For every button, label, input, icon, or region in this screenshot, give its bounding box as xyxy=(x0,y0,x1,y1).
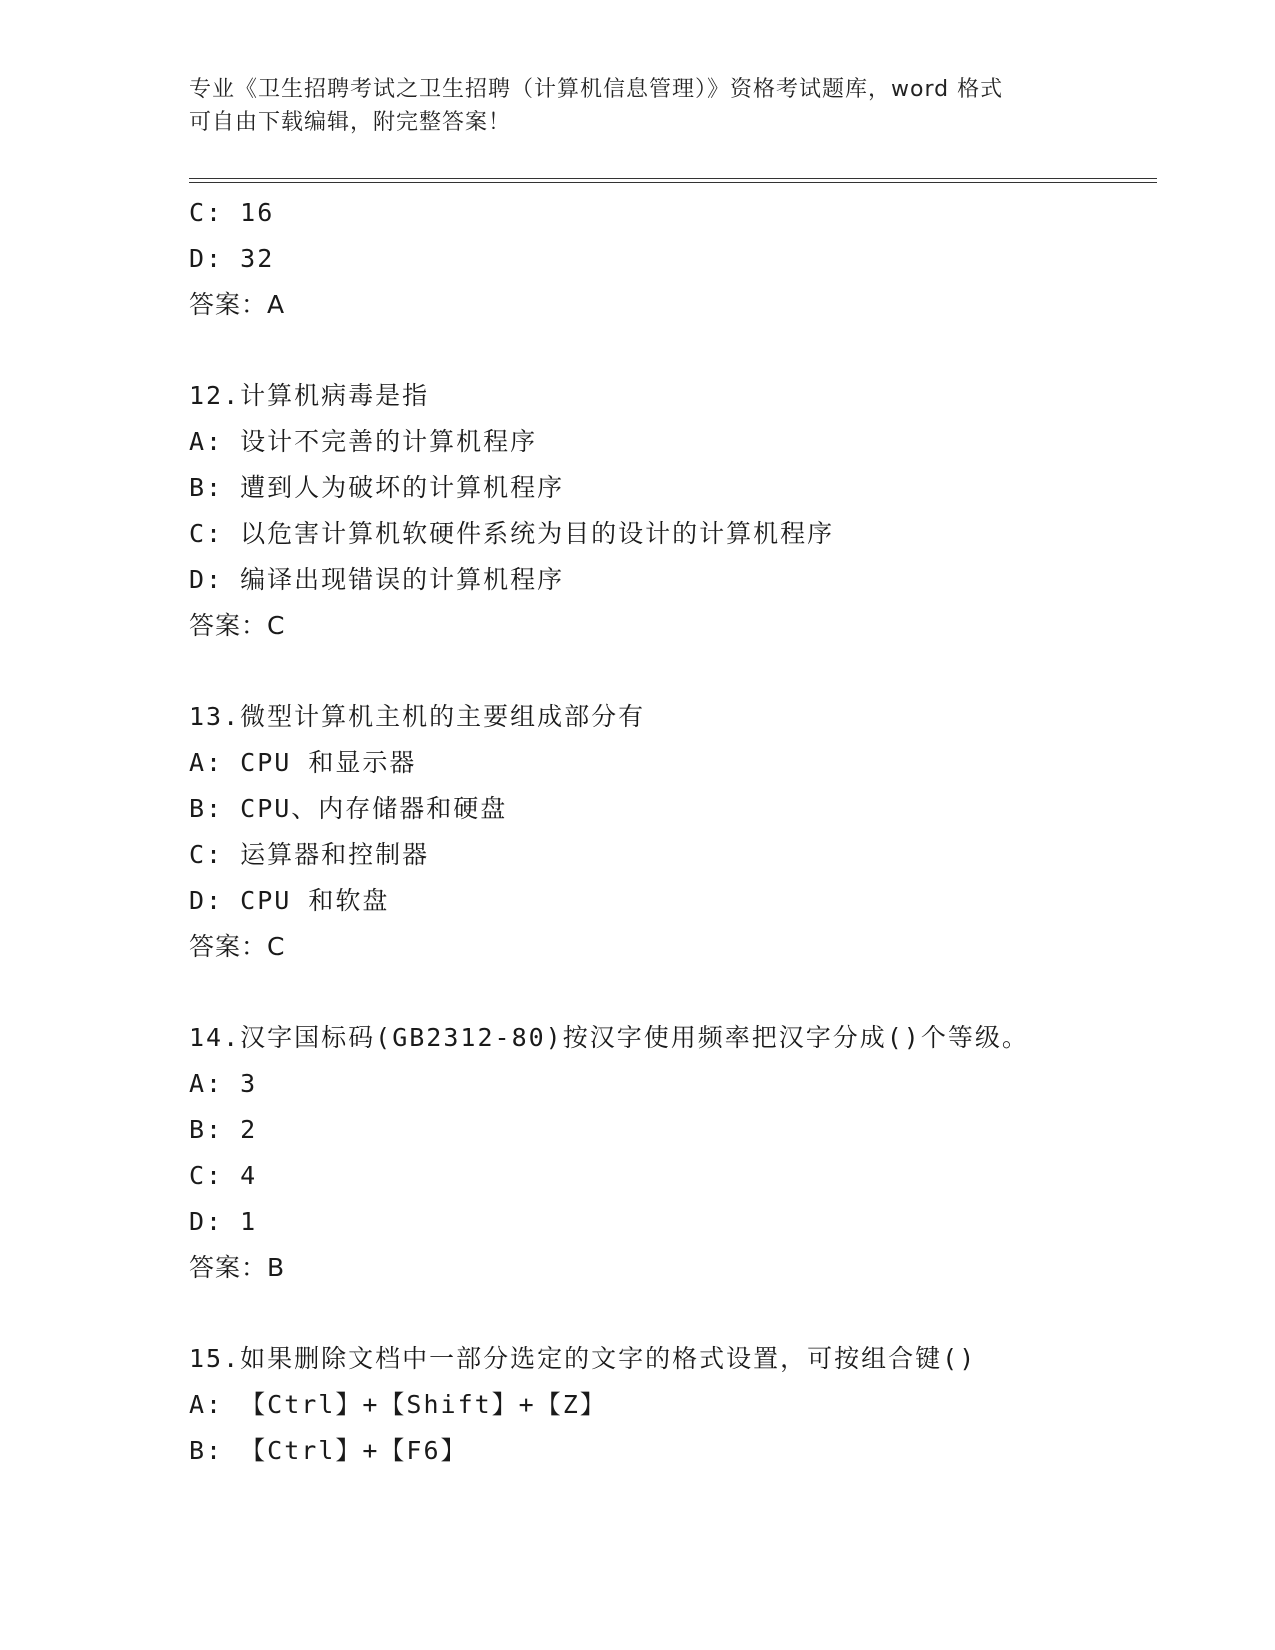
option-a: A: 设计不完善的计算机程序 xyxy=(189,427,538,456)
header-rule-top xyxy=(189,178,1157,179)
option-d: D: 编译出现错误的计算机程序 xyxy=(189,565,565,594)
document-header xyxy=(189,73,1069,139)
header-line-2: 可自由下载编辑，附完整答案！ xyxy=(189,110,512,135)
option-d: D: 32 xyxy=(189,244,275,273)
question-13-stem: 13.微型计算机主机的主要组成部分有 xyxy=(189,702,646,731)
question-15-stem: 15.如果删除文档中一部分选定的文字的格式设置，可按组合键() xyxy=(189,1344,977,1373)
option-a: A: CPU 和显示器 xyxy=(189,748,417,777)
option-b: B: 【Ctrl】+【F6】 xyxy=(189,1436,468,1465)
option-a: A: 3 xyxy=(189,1069,258,1098)
option-c: C: 16 xyxy=(189,198,275,227)
option-a: A: 【Ctrl】+【Shift】+【Z】 xyxy=(189,1390,607,1419)
answer: 答案：B xyxy=(189,1253,286,1282)
option-b: B: 2 xyxy=(189,1115,258,1144)
option-c: C: 4 xyxy=(189,1161,258,1190)
option-b: B: 遭到人为破坏的计算机程序 xyxy=(189,473,565,502)
answer: 答案：C xyxy=(189,932,286,961)
option-d: D: CPU 和软盘 xyxy=(189,886,390,915)
question-12-stem: 12.计算机病毒是指 xyxy=(189,381,430,410)
option-c: C: 以危害计算机软硬件系统为目的设计的计算机程序 xyxy=(189,519,835,548)
question-14-stem: 14.汉字国标码(GB2312-80)按汉字使用频率把汉字分成()个等级。 xyxy=(189,1023,1029,1052)
header-line-1: 专业《卫生招聘考试之卫生招聘（计算机信息管理）》资格考试题库，word 格式 xyxy=(189,77,1004,102)
header-rule-bottom xyxy=(189,182,1157,183)
answer: 答案：C xyxy=(189,611,286,640)
option-d: D: 1 xyxy=(189,1207,258,1236)
option-b: B: CPU、内存储器和硬盘 xyxy=(189,794,508,823)
option-c: C: 运算器和控制器 xyxy=(189,840,430,869)
answer: 答案：A xyxy=(189,290,286,319)
question-content xyxy=(189,190,1149,1474)
